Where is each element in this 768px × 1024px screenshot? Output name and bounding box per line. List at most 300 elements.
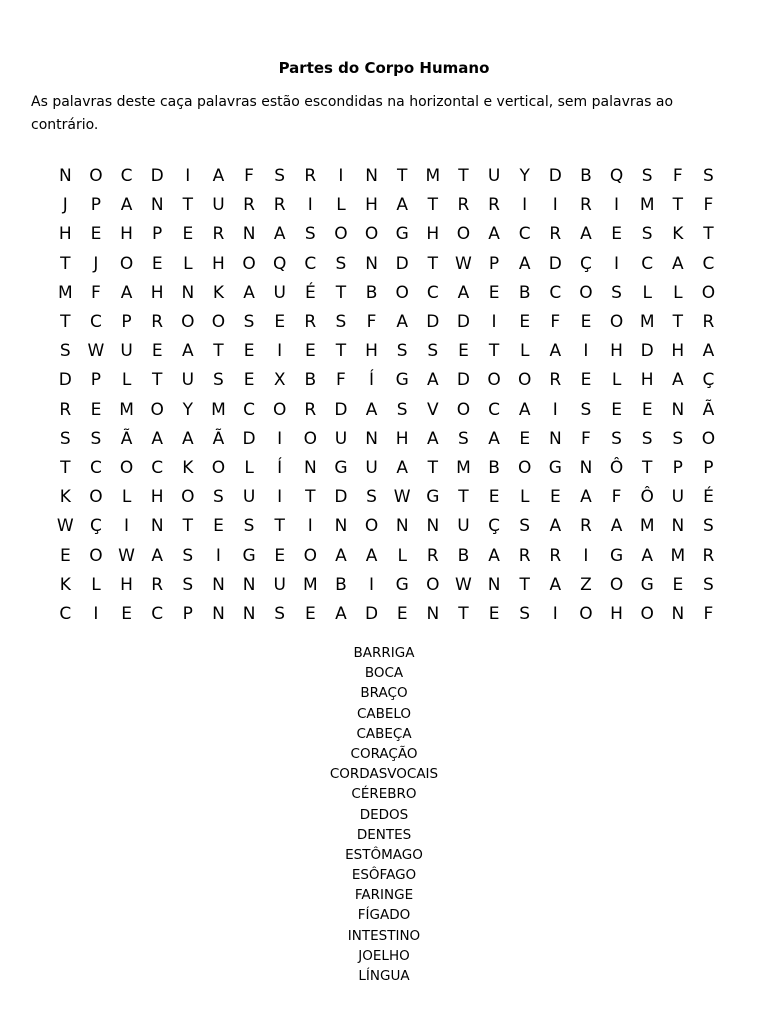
grid-letter: T: [458, 487, 469, 508]
grid-letter: R: [304, 166, 317, 187]
grid-letter: E: [580, 370, 592, 391]
grid-letter: G: [640, 574, 654, 595]
grid-letter: N: [548, 428, 562, 449]
grid-letter: A: [396, 457, 408, 478]
grid-letter: I: [583, 341, 589, 362]
grid-letter: E: [90, 224, 102, 245]
grid-letter: P: [121, 312, 132, 333]
grid-letter: G: [395, 574, 409, 595]
grid-letter: O: [119, 457, 134, 478]
grid-letter: N: [487, 574, 501, 595]
grid-letter: T: [519, 574, 530, 595]
grid-letter: O: [119, 253, 134, 274]
word-list-item: CABELO: [356, 705, 412, 722]
grid-letter: Ô: [640, 487, 654, 508]
grid-letter: Ã: [702, 399, 715, 420]
grid-letter: A: [120, 195, 133, 216]
grid-letter: M: [639, 195, 655, 216]
grid-letter: A: [518, 253, 531, 274]
grid-letter: R: [304, 399, 317, 420]
grid-letter: R: [151, 574, 164, 595]
grid-letter: E: [151, 253, 163, 274]
word-list-item: JOELHO: [358, 947, 410, 964]
grid-letter: O: [181, 487, 195, 508]
grid-letter: H: [671, 341, 685, 362]
grid-letter: U: [365, 457, 378, 478]
word-list-item: BRAÇO: [360, 685, 408, 702]
grid-letter: E: [488, 487, 500, 508]
grid-letter: S: [703, 166, 714, 187]
grid-letter: T: [182, 195, 193, 216]
grid-letter: L: [397, 545, 407, 566]
grid-letter: D: [456, 312, 470, 333]
grid-letter: T: [488, 341, 500, 362]
grid-letter: E: [519, 428, 531, 449]
grid-letter: E: [243, 341, 255, 362]
grid-letter: C: [488, 399, 500, 420]
grid-letter: B: [365, 282, 378, 303]
grid-letter: R: [580, 516, 592, 537]
grid-letter: H: [120, 224, 133, 245]
grid-letter: O: [303, 428, 317, 449]
grid-row: [50, 308, 724, 337]
grid-letter: S: [182, 545, 194, 566]
grid-letter: J: [62, 195, 68, 216]
grid-letter: T: [305, 487, 316, 508]
grid-letter: S: [703, 574, 714, 595]
grid-letter: F: [336, 370, 346, 391]
grid-letter: P: [152, 224, 163, 245]
grid-letter: T: [396, 166, 408, 187]
grid-letter: I: [307, 516, 313, 537]
grid-letter: O: [89, 545, 103, 566]
page-title: Partes do Corpo Humano: [278, 59, 490, 77]
grid-letter: N: [212, 603, 225, 624]
grid-letter: H: [395, 428, 409, 449]
grid-letter: I: [552, 195, 558, 216]
grid-letter: Ç: [488, 516, 500, 537]
grid-letter: O: [456, 224, 471, 245]
grid-letter: D: [58, 370, 72, 391]
grid-letter: K: [59, 487, 71, 508]
word-list-item: DENTES: [356, 826, 412, 843]
grid-letter: T: [60, 457, 71, 478]
grid-letter: S: [335, 253, 347, 274]
word-list-item: CORAÇÃO: [350, 745, 418, 762]
grid-letter: P: [703, 457, 714, 478]
word-list-item: ESTÔMAGO: [345, 846, 423, 863]
grid-letter: T: [274, 516, 285, 537]
grid-letter: R: [580, 195, 592, 216]
grid-letter: E: [519, 312, 531, 333]
grid-letter: L: [244, 457, 254, 478]
grid-row: [50, 541, 724, 570]
grid-letter: F: [244, 166, 254, 187]
grid-letter: F: [581, 428, 591, 449]
grid-letter: W: [87, 341, 105, 362]
grid-letter: A: [457, 282, 470, 303]
grid-letter: L: [121, 370, 132, 391]
grid-letter: O: [701, 428, 716, 449]
grid-letter: C: [304, 253, 317, 274]
grid-letter: S: [213, 487, 224, 508]
grid-row: [50, 483, 724, 512]
grid-letter: D: [548, 166, 562, 187]
grid-letter: B: [488, 457, 500, 478]
grid-letter: E: [59, 545, 71, 566]
grid-letter: S: [274, 603, 286, 624]
word-list-item: LÍNGUA: [358, 968, 410, 984]
grid-letter: B: [457, 545, 470, 566]
grid-letter: L: [121, 487, 132, 508]
grid-row: [50, 220, 724, 249]
grid-letter: S: [274, 166, 286, 187]
grid-letter: A: [488, 428, 500, 449]
grid-letter: A: [702, 341, 715, 362]
grid-letter: E: [182, 224, 194, 245]
grid-letter: D: [242, 428, 256, 449]
grid-letter: H: [640, 370, 654, 391]
grid-letter: N: [242, 574, 256, 595]
grid-letter: T: [672, 195, 683, 216]
grid-letter: L: [336, 195, 346, 216]
grid-letter: E: [304, 341, 316, 362]
grid-letter: P: [90, 195, 102, 216]
grid-letter: R: [488, 195, 500, 216]
grid-letter: A: [580, 224, 592, 245]
grid-letter: A: [488, 224, 500, 245]
grid-letter: O: [272, 399, 287, 420]
grid-letter: H: [150, 282, 164, 303]
grid-letter: E: [488, 603, 500, 624]
grid-letter: T: [182, 516, 193, 537]
grid-letter: N: [426, 516, 440, 537]
grid-letter: E: [90, 399, 102, 420]
grid-letter: E: [243, 370, 255, 391]
grid-letter: E: [121, 603, 132, 624]
grid-letter: L: [642, 282, 652, 303]
grid-letter: I: [522, 195, 528, 216]
grid-row: [50, 454, 724, 483]
grid-letter: O: [181, 312, 195, 333]
grid-letter: R: [549, 545, 562, 566]
grid-letter: A: [549, 574, 562, 595]
grid-letter: M: [670, 545, 686, 566]
grid-letter: U: [273, 282, 286, 303]
grid-letter: U: [242, 487, 256, 508]
grid-letter: E: [641, 399, 653, 420]
grid-letter: Í: [369, 370, 375, 391]
grid-letter: S: [213, 370, 224, 391]
grid-letter: M: [425, 166, 441, 187]
grid-letter: Ç: [702, 370, 715, 391]
grid-letter: G: [426, 487, 440, 508]
grid-row: [50, 191, 724, 220]
grid-letter: S: [611, 428, 622, 449]
grid-letter: N: [150, 516, 164, 537]
grid-letter: E: [274, 545, 286, 566]
grid-letter: L: [519, 341, 530, 362]
grid-row: [50, 337, 724, 366]
grid-letter: B: [304, 370, 317, 391]
grid-letter: I: [583, 545, 589, 566]
grid-letter: I: [552, 603, 558, 624]
grid-letter: I: [185, 166, 191, 187]
grid-letter: F: [703, 195, 714, 216]
grid-row: [50, 366, 724, 395]
grid-letter: B: [518, 282, 531, 303]
grid-letter: N: [303, 457, 317, 478]
grid-letter: Ç: [580, 253, 592, 274]
word-list-item: CABEÇA: [356, 725, 412, 742]
grid-letter: E: [304, 603, 316, 624]
grid-row: [50, 396, 724, 425]
grid-letter: A: [549, 516, 562, 537]
grid-letter: I: [338, 166, 344, 187]
grid-letter: N: [212, 574, 225, 595]
grid-letter: E: [396, 603, 408, 624]
grid-letter: E: [274, 312, 286, 333]
grid-letter: A: [120, 282, 133, 303]
grid-letter: N: [365, 166, 378, 187]
grid-letter: I: [277, 341, 283, 362]
grid-letter: M: [119, 399, 134, 420]
grid-letter: A: [518, 399, 531, 420]
grid-letter: D: [150, 166, 164, 187]
grid-letter: D: [334, 487, 348, 508]
grid-letter: R: [59, 399, 72, 420]
grid-letter: C: [641, 253, 654, 274]
grid-letter: L: [91, 574, 101, 595]
grid-letter: R: [457, 195, 470, 216]
grid-letter: U: [181, 370, 195, 391]
grid-letter: L: [183, 253, 193, 274]
grid-letter: I: [491, 312, 497, 333]
grid-letter: S: [90, 428, 102, 449]
grid-letter: I: [277, 428, 283, 449]
grid-letter: U: [457, 516, 470, 537]
grid-letter: D: [426, 312, 440, 333]
grid-letter: O: [89, 166, 103, 187]
grid-letter: O: [334, 224, 348, 245]
grid-letter: W: [455, 574, 472, 595]
grid-letter: I: [124, 516, 130, 537]
grid-letter: A: [335, 545, 347, 566]
grid-letter: U: [671, 487, 685, 508]
grid-letter: O: [487, 370, 501, 391]
grid-letter: F: [550, 312, 561, 333]
grid-letter: O: [640, 603, 654, 624]
grid-letter: U: [120, 341, 133, 362]
grid-letter: M: [302, 574, 318, 595]
grid-letter: T: [335, 282, 347, 303]
grid-letter: T: [672, 312, 683, 333]
grid-letter: O: [609, 574, 624, 595]
grid-letter: S: [458, 428, 469, 449]
grid-letter: W: [118, 545, 135, 566]
grid-letter: S: [611, 282, 622, 303]
grid-row: [50, 571, 724, 600]
word-list-item: ESÔFAGO: [351, 867, 417, 884]
grid-letter: A: [488, 545, 500, 566]
grid-letter: F: [366, 312, 377, 333]
grid-letter: E: [213, 516, 224, 537]
grid-letter: C: [151, 457, 164, 478]
grid-letter: M: [456, 457, 471, 478]
grid-letter: N: [242, 224, 256, 245]
grid-letter: O: [211, 457, 226, 478]
grid-letter: P: [90, 370, 102, 391]
grid-letter: Y: [182, 399, 193, 420]
grid-letter: N: [365, 428, 378, 449]
grid-letter: T: [151, 370, 163, 391]
grid-letter: S: [703, 516, 714, 537]
grid-row: [50, 425, 724, 454]
grid-letter: E: [611, 399, 622, 420]
grid-letter: B: [580, 166, 592, 187]
grid-letter: T: [458, 603, 469, 624]
grid-letter: D: [456, 370, 470, 391]
grid-letter: T: [60, 312, 71, 333]
grid-letter: N: [58, 166, 72, 187]
grid-letter: I: [93, 603, 99, 624]
grid-letter: A: [426, 428, 439, 449]
grid-letter: N: [426, 603, 440, 624]
grid-letter: Ã: [212, 428, 225, 449]
grid-letter: N: [579, 457, 593, 478]
grid-letter: N: [671, 399, 685, 420]
grid-letter: R: [702, 312, 715, 333]
word-list-item: FÍGADO: [357, 907, 411, 924]
grid-row: [50, 162, 724, 191]
grid-letter: T: [427, 195, 438, 216]
grid-letter: V: [426, 399, 439, 420]
word-list-container: [0, 643, 768, 984]
grid-letter: A: [580, 487, 592, 508]
grid-letter: Ã: [120, 428, 133, 449]
grid-letter: S: [641, 166, 653, 187]
grid-row: [50, 512, 724, 541]
grid-letter: T: [703, 224, 714, 245]
grid-letter: M: [211, 399, 226, 420]
grid-letter: L: [611, 370, 622, 391]
grid-letter: O: [395, 282, 409, 303]
grid-letter: S: [243, 312, 255, 333]
word-list-item: DEDOS: [359, 806, 409, 823]
grid-letter: É: [304, 282, 316, 303]
word-list-item: BOCA: [364, 665, 404, 682]
grid-letter: R: [273, 195, 286, 216]
grid-letter: O: [211, 312, 226, 333]
grid-letter: S: [672, 428, 684, 449]
grid-letter: C: [59, 603, 72, 624]
grid-letter: R: [702, 545, 715, 566]
grid-letter: E: [458, 341, 469, 362]
grid-letter: K: [59, 574, 71, 595]
grid-letter: I: [552, 399, 558, 420]
grid-letter: H: [58, 224, 72, 245]
grid-letter: M: [639, 312, 655, 333]
grid-letter: D: [548, 253, 562, 274]
grid-letter: C: [90, 457, 102, 478]
grid-letter: H: [426, 224, 440, 245]
grid-letter: N: [365, 253, 378, 274]
word-list-item: FARINGE: [354, 887, 414, 904]
grid-letter: S: [641, 428, 653, 449]
grid-letter: J: [93, 253, 99, 274]
grid-letter: B: [335, 574, 347, 595]
grid-letter: S: [366, 487, 377, 508]
grid-letter: O: [242, 253, 256, 274]
grid-letter: U: [334, 428, 348, 449]
grid-letter: E: [549, 487, 561, 508]
grid-letter: S: [243, 516, 255, 537]
grid-letter: E: [580, 312, 592, 333]
grid-letter: L: [673, 282, 683, 303]
grid-letter: A: [671, 253, 684, 274]
grid-letter: H: [610, 603, 623, 624]
grid-letter: N: [181, 282, 195, 303]
grid-letter: S: [580, 399, 592, 420]
grid-letter: O: [579, 603, 593, 624]
grid-letter: G: [609, 545, 624, 566]
grid-letter: C: [151, 603, 164, 624]
grid-letter: H: [150, 487, 164, 508]
grid-letter: I: [614, 195, 620, 216]
grid-row: [50, 279, 724, 308]
grid-letter: A: [273, 224, 286, 245]
instructions-text: As palavras deste caça palavras estão escondidas na horizontal e vertical, sem palavras ao contrário.: [31, 94, 674, 133]
grid-letter: P: [488, 253, 500, 274]
grid-letter: H: [365, 341, 378, 362]
word-list: [0, 643, 768, 986]
grid-letter: C: [549, 282, 562, 303]
grid-letter: F: [703, 603, 714, 624]
grid-letter: I: [277, 487, 283, 508]
grid-letter: Z: [580, 574, 592, 595]
grid-letter: S: [304, 224, 316, 245]
grid-letter: C: [90, 312, 102, 333]
grid-letter: G: [242, 545, 256, 566]
grid-letter: S: [182, 574, 194, 595]
grid-letter: A: [181, 341, 194, 362]
grid-letter: D: [365, 603, 379, 624]
grid-letter: O: [364, 516, 379, 537]
grid-letter: G: [548, 457, 562, 478]
grid-letter: O: [517, 370, 532, 391]
grid-letter: D: [334, 399, 348, 420]
grid-letter: G: [334, 457, 348, 478]
grid-letter: N: [671, 603, 685, 624]
grid-letter: Y: [519, 166, 530, 187]
grid-letter: H: [610, 341, 623, 362]
grid-letter: D: [640, 341, 654, 362]
grid-letter: P: [672, 457, 683, 478]
grid-letter: G: [395, 224, 409, 245]
grid-letter: S: [335, 312, 347, 333]
grid-letter: Ô: [609, 457, 624, 478]
grid-letter: I: [215, 545, 221, 566]
grid-letter: T: [60, 253, 71, 274]
grid-letter: S: [59, 428, 71, 449]
grid-letter: O: [517, 457, 532, 478]
grid-letter: O: [303, 545, 317, 566]
grid-letter: D: [395, 253, 409, 274]
grid-letter: T: [641, 457, 653, 478]
grid-letter: T: [213, 341, 224, 362]
grid-letter: S: [427, 341, 439, 362]
grid-letter: H: [365, 195, 378, 216]
